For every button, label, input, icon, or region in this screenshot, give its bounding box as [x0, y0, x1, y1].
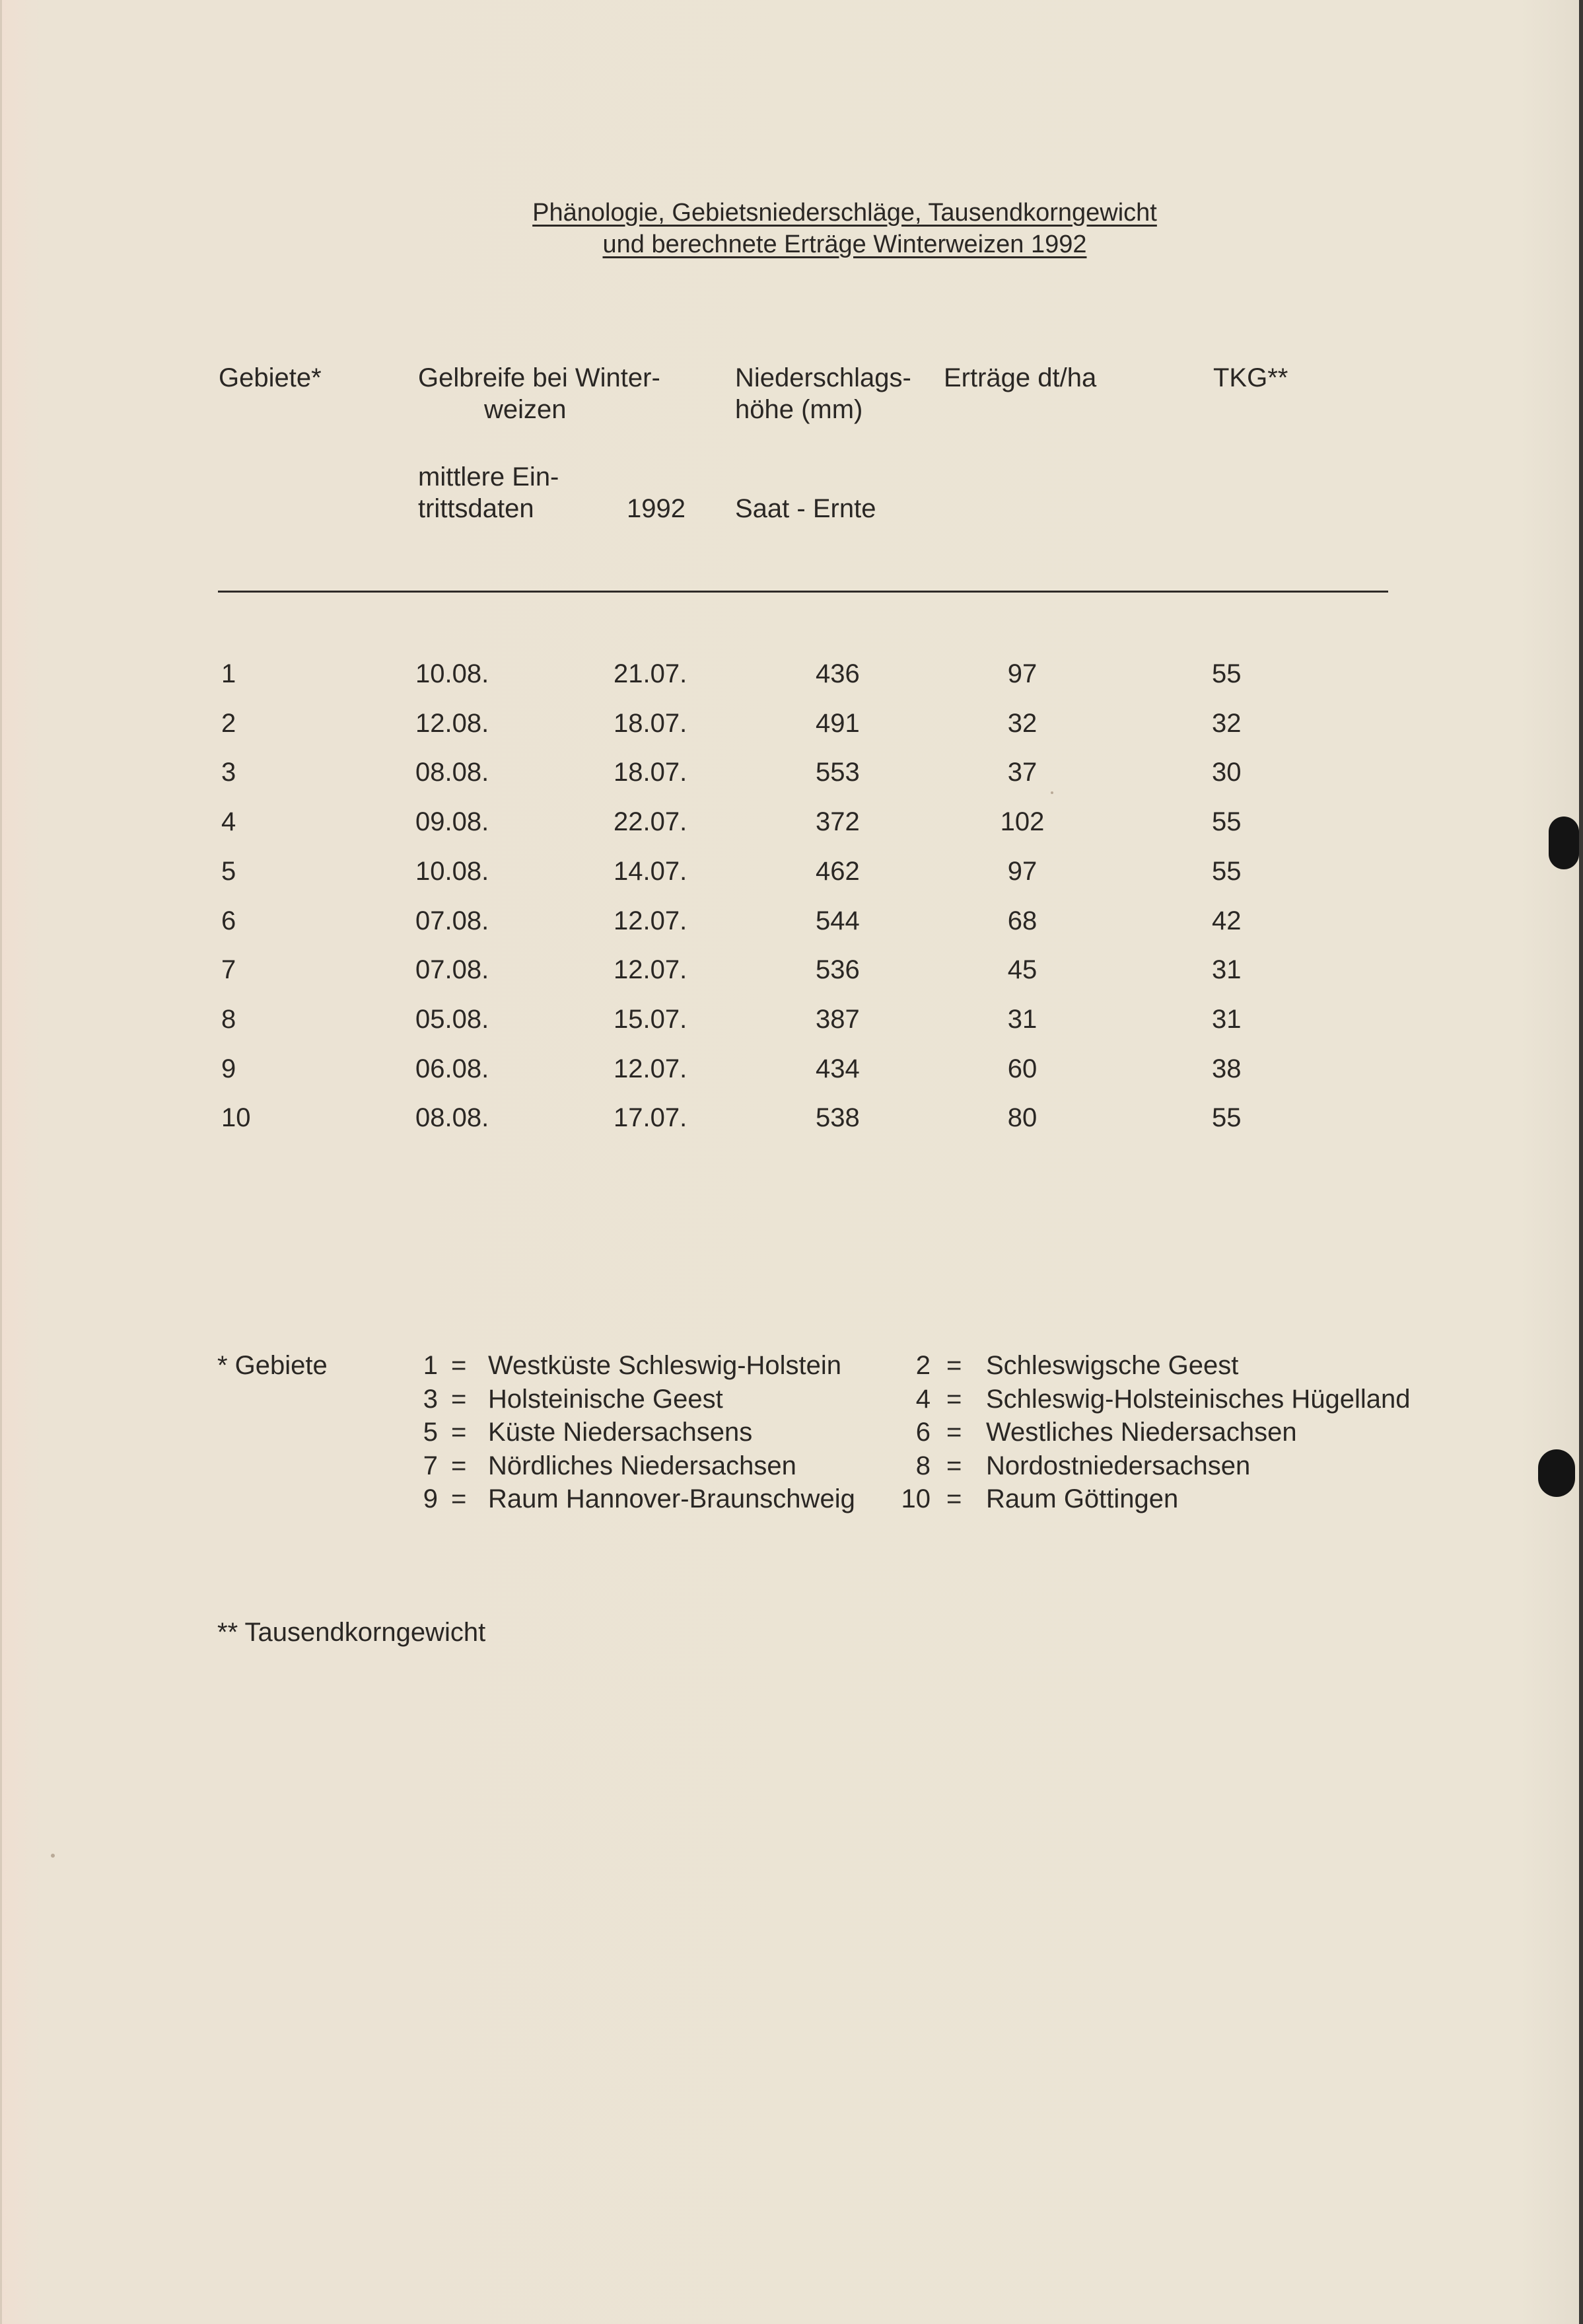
cell-gebiet: 2 — [221, 709, 236, 738]
header-mittlere-2: trittsdaten — [418, 494, 534, 523]
header-mittlere-1: mittlere Ein- — [418, 462, 559, 491]
cell-gebiet: 7 — [221, 955, 236, 984]
footnote: ** Tausendkorngewicht — [217, 1618, 486, 1647]
legend-number: 5 — [423, 1418, 438, 1447]
header-gelbreife-2: weizen — [484, 395, 567, 424]
legend-region-name: Raum Göttingen — [986, 1484, 1179, 1513]
cell-gebiet: 6 — [221, 906, 236, 935]
cell-mittlere-datum: 10.08. — [415, 659, 489, 688]
cell-ertrag: 97 — [1007, 659, 1038, 688]
legend-region-name: Holsteinische Geest — [488, 1385, 723, 1414]
legend-number: 4 — [915, 1385, 931, 1414]
cell-datum-1992: 12.07. — [614, 1054, 687, 1083]
legend-equals: = — [451, 1484, 467, 1513]
title-line-1: Phänologie, Gebietsniederschläge, Tausendkorngewicht — [532, 199, 1157, 227]
cell-datum-1992: 21.07. — [614, 659, 687, 688]
header-saat-ernte: Saat - Ernte — [735, 494, 876, 523]
cell-tkg: 55 — [1212, 857, 1242, 886]
legend-number: 7 — [423, 1451, 438, 1480]
cell-datum-1992: 14.07. — [614, 857, 687, 886]
legend-label: * Gebiete — [217, 1351, 328, 1380]
legend-equals: = — [946, 1351, 962, 1380]
cell-niederschlag: 434 — [816, 1054, 860, 1083]
legend-number: 8 — [915, 1451, 931, 1480]
legend-region-name: Westküste Schleswig-Holstein — [488, 1351, 842, 1380]
cell-niederschlag: 491 — [816, 709, 860, 738]
cell-tkg: 31 — [1212, 955, 1242, 984]
punch-hole — [1549, 817, 1579, 869]
cell-gebiet: 10 — [221, 1103, 251, 1132]
cell-ertrag: 32 — [1007, 709, 1038, 738]
header-tkg: TKG** — [1213, 363, 1288, 392]
legend-equals: = — [451, 1418, 467, 1447]
legend-number: 9 — [423, 1484, 438, 1513]
legend-equals: = — [451, 1451, 467, 1480]
cell-ertrag: 102 — [1000, 807, 1045, 836]
cell-gebiet: 8 — [221, 1005, 236, 1034]
legend-region-name: Nördliches Niedersachsen — [488, 1451, 796, 1480]
cell-ertrag: 60 — [1007, 1054, 1038, 1083]
cell-ertrag: 45 — [1007, 955, 1038, 984]
cell-gebiet: 1 — [221, 659, 236, 688]
header-gebiete: Gebiete* — [219, 363, 322, 392]
cell-ertrag: 97 — [1007, 857, 1038, 886]
cell-niederschlag: 436 — [816, 659, 860, 688]
cell-niederschlag: 462 — [816, 857, 860, 886]
cell-tkg: 32 — [1212, 709, 1242, 738]
cell-niederschlag: 372 — [816, 807, 860, 836]
cell-datum-1992: 12.07. — [614, 906, 687, 935]
header-niederschlag-1: Niederschlags- — [735, 363, 911, 392]
cell-tkg: 55 — [1212, 807, 1242, 836]
header-rule — [218, 591, 1388, 593]
legend-equals: = — [451, 1351, 467, 1380]
cell-gebiet: 4 — [221, 807, 236, 836]
legend-number: 10 — [901, 1484, 931, 1513]
title-line-2: und berechnete Erträge Winterweizen 1992 — [602, 231, 1087, 258]
cell-gebiet: 5 — [221, 857, 236, 886]
legend-number: 6 — [915, 1418, 931, 1447]
legend-equals: = — [946, 1418, 962, 1447]
cell-mittlere-datum: 07.08. — [415, 955, 489, 984]
paper-speck — [1051, 791, 1053, 794]
legend-equals: = — [946, 1385, 962, 1414]
cell-tkg: 38 — [1212, 1054, 1242, 1083]
header-year: 1992 — [627, 494, 686, 523]
cell-niederschlag: 553 — [816, 758, 860, 787]
cell-gebiet: 3 — [221, 758, 236, 787]
cell-ertrag: 68 — [1007, 906, 1038, 935]
cell-mittlere-datum: 09.08. — [415, 807, 489, 836]
legend-equals: = — [946, 1484, 962, 1513]
cell-tkg: 31 — [1212, 1005, 1242, 1034]
cell-niederschlag: 387 — [816, 1005, 860, 1034]
cell-ertrag: 31 — [1007, 1005, 1038, 1034]
paper-speck — [51, 1854, 55, 1858]
cell-niederschlag: 544 — [816, 906, 860, 935]
legend-region-name: Nordostniedersachsen — [986, 1451, 1251, 1480]
punch-hole — [1538, 1449, 1575, 1497]
cell-niederschlag: 538 — [816, 1103, 860, 1132]
legend-number: 1 — [423, 1351, 438, 1380]
header-gelbreife-1: Gelbreife bei Winter- — [418, 363, 660, 392]
cell-mittlere-datum: 10.08. — [415, 857, 489, 886]
cell-niederschlag: 536 — [816, 955, 860, 984]
cell-mittlere-datum: 08.08. — [415, 758, 489, 787]
cell-ertrag: 37 — [1007, 758, 1038, 787]
legend-equals: = — [946, 1451, 962, 1480]
cell-tkg: 30 — [1212, 758, 1242, 787]
legend-region-name: Westliches Niedersachsen — [986, 1418, 1297, 1447]
header-niederschlag-2: höhe (mm) — [735, 395, 863, 424]
cell-mittlere-datum: 08.08. — [415, 1103, 489, 1132]
cell-tkg: 42 — [1212, 906, 1242, 935]
cell-gebiet: 9 — [221, 1054, 236, 1083]
cell-tkg: 55 — [1212, 659, 1242, 688]
cell-mittlere-datum: 07.08. — [415, 906, 489, 935]
legend-region-name: Schleswigsche Geest — [986, 1351, 1239, 1380]
legend-region-name: Raum Hannover-Braunschweig — [488, 1484, 855, 1513]
cell-mittlere-datum: 05.08. — [415, 1005, 489, 1034]
legend-equals: = — [451, 1385, 467, 1414]
cell-datum-1992: 12.07. — [614, 955, 687, 984]
cell-tkg: 55 — [1212, 1103, 1242, 1132]
header-ertraege: Erträge dt/ha — [944, 363, 1097, 392]
legend-number: 2 — [915, 1351, 931, 1380]
cell-datum-1992: 18.07. — [614, 758, 687, 787]
cell-datum-1992: 18.07. — [614, 709, 687, 738]
cell-ertrag: 80 — [1007, 1103, 1038, 1132]
cell-mittlere-datum: 12.08. — [415, 709, 489, 738]
cell-datum-1992: 15.07. — [614, 1005, 687, 1034]
cell-datum-1992: 22.07. — [614, 807, 687, 836]
legend-number: 3 — [423, 1385, 438, 1414]
legend-region-name: Schleswig-Holsteinisches Hügelland — [986, 1385, 1411, 1414]
legend-region-name: Küste Niedersachsens — [488, 1418, 753, 1447]
cell-mittlere-datum: 06.08. — [415, 1054, 489, 1083]
cell-datum-1992: 17.07. — [614, 1103, 687, 1132]
